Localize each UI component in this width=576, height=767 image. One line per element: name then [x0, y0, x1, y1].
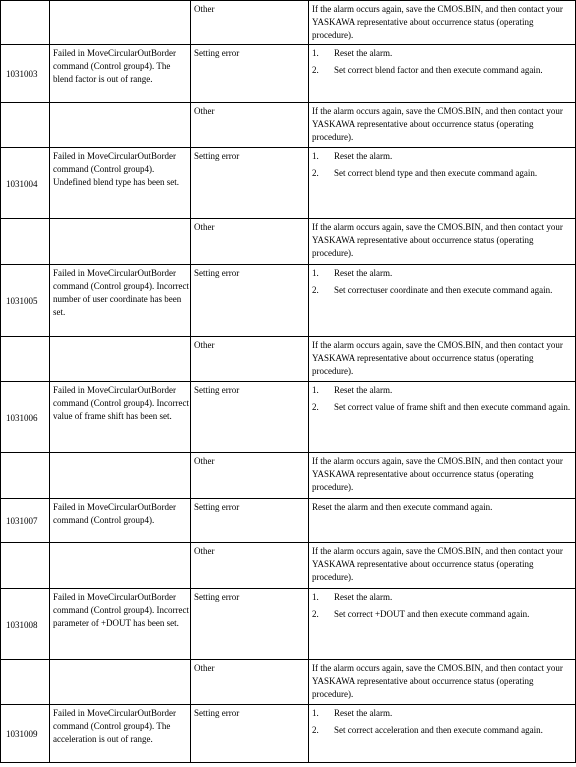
remedy-cell [309, 45, 576, 103]
step-text: Reset the alarm. [334, 385, 393, 395]
alarm-code-cell [1, 337, 50, 382]
step-number: 2. [312, 725, 319, 735]
remedy-cell: If the alarm occurs again, save the CMOS.BIN, and then contact your YASKAWA representative about occurrence status (operating procedure). [309, 453, 576, 499]
remedy-cell [309, 382, 576, 453]
alarm-table-body [1, 1, 576, 763]
alarm-code-cell: 1031005 [1, 265, 50, 337]
remedy-steps [312, 47, 572, 77]
alarm-code-cell: 1031009 [1, 705, 50, 763]
step-text: Reset the alarm. [334, 592, 393, 602]
alarm-message-cell: Failed in MoveCircularOutBorder command (Control group4). [50, 499, 191, 543]
cause-cell: Setting error [191, 45, 309, 103]
alarm-message-cell: Failed in MoveCircularOutBorder command (Control group4). The acceleration is out of range. [50, 705, 191, 763]
step-number: 1. [312, 708, 319, 718]
step-number: 1. [312, 592, 319, 602]
remedy-cell: If the alarm occurs again, save the CMOS.BIN, and then contact your YASKAWA representative about occurrence status (operating procedure). [309, 103, 576, 148]
remedy-cell: If the alarm occurs again, save the CMOS.BIN, and then contact your YASKAWA representative about occurrence status (operating procedure). [309, 219, 576, 265]
alarm-code-cell: 1031007 [1, 499, 50, 543]
alarm-message-cell [50, 543, 191, 589]
remedy-steps [312, 267, 572, 297]
step-text: Set correct blend type and then execute command again. [334, 168, 538, 178]
remedy-step [312, 724, 572, 737]
alarm-message-cell [50, 103, 191, 148]
table-row [1, 219, 576, 265]
step-text: Reset the alarm. [334, 151, 393, 161]
alarm-code-cell: 1031006 [1, 382, 50, 453]
step-number: 2. [312, 65, 319, 75]
step-text: Set correctuser coordinate and then execute command again. [334, 285, 553, 295]
remedy-cell: If the alarm occurs again, save the CMOS.BIN, and then contact your YASKAWA representative about occurrence status (operating procedure). [309, 660, 576, 705]
cause-cell: Setting error [191, 382, 309, 453]
remedy-cell: Reset the alarm and then execute command again. [309, 499, 576, 543]
step-text: Set correct value of frame shift and then execute command again. [334, 402, 571, 412]
alarm-message-cell: Failed in MoveCircularOutBorder command (Control group4). The blend factor is out of range. [50, 45, 191, 103]
remedy-cell: If the alarm occurs again, save the CMOS.BIN, and then contact your YASKAWA representative about occurrence status (operating procedure). [309, 337, 576, 382]
table-row [1, 705, 576, 763]
table-row [1, 499, 576, 543]
step-number: 2. [312, 402, 319, 412]
table-row [1, 382, 576, 453]
table-row [1, 45, 576, 103]
cause-cell: Other [191, 337, 309, 382]
table-row [1, 265, 576, 337]
remedy-cell [309, 705, 576, 763]
remedy-cell [309, 265, 576, 337]
remedy-cell [309, 589, 576, 660]
cause-cell: Other [191, 1, 309, 45]
remedy-step [312, 64, 572, 77]
cause-cell: Setting error [191, 705, 309, 763]
step-text: Set correct blend factor and then execute command again. [334, 65, 543, 75]
alarm-message-cell [50, 453, 191, 499]
cause-cell: Setting error [191, 265, 309, 337]
remedy-steps [312, 150, 572, 180]
step-number: 1. [312, 385, 319, 395]
alarm-message-cell [50, 337, 191, 382]
remedy-cell: If the alarm occurs again, save the CMOS.BIN, and then contact your YASKAWA representative about occurrence status (operating procedure). [309, 543, 576, 589]
remedy-step [312, 284, 572, 297]
alarm-message-cell [50, 660, 191, 705]
remedy-step [312, 608, 572, 621]
step-number: 1. [312, 268, 319, 278]
alarm-code-cell: 1031004 [1, 148, 50, 219]
alarm-code-cell [1, 219, 50, 265]
alarm-code-cell: 1031008 [1, 589, 50, 660]
alarm-message-cell: Failed in MoveCircularOutBorder command (Control group4). Incorrect parameter of +DOUT has been set. [50, 589, 191, 660]
remedy-steps [312, 591, 572, 621]
step-text: Set correct acceleration and then execute command again. [334, 725, 543, 735]
remedy-cell [309, 148, 576, 219]
alarm-code-cell [1, 103, 50, 148]
step-number: 2. [312, 609, 319, 619]
table-row [1, 543, 576, 589]
alarm-code-cell: 1031003 [1, 45, 50, 103]
remedy-step [312, 591, 572, 604]
remedy-steps [312, 384, 572, 414]
step-number: 1. [312, 48, 319, 58]
cause-cell: Other [191, 660, 309, 705]
remedy-step [312, 167, 572, 180]
remedy-step [312, 47, 572, 60]
remedy-step [312, 401, 572, 414]
cause-cell: Setting error [191, 499, 309, 543]
step-text: Set correct +DOUT and then execute command again. [334, 609, 530, 619]
alarm-message-cell: Failed in MoveCircularOutBorder command (Control group4). Incorrect number of user coordinate has been set. [50, 265, 191, 337]
alarm-message-cell [50, 219, 191, 265]
alarm-code-cell [1, 543, 50, 589]
table-row [1, 660, 576, 705]
table-row [1, 148, 576, 219]
alarm-code-cell [1, 660, 50, 705]
cause-cell: Setting error [191, 589, 309, 660]
table-row [1, 453, 576, 499]
alarm-code-cell [1, 453, 50, 499]
table-row [1, 589, 576, 660]
step-text: Reset the alarm. [334, 708, 393, 718]
table-row [1, 103, 576, 148]
step-text: Reset the alarm. [334, 268, 393, 278]
step-number: 2. [312, 168, 319, 178]
alarm-code-cell [1, 1, 50, 45]
remedy-cell: If the alarm occurs again, save the CMOS.BIN, and then contact your YASKAWA representative about occurrence status (operating procedure). [309, 1, 576, 45]
cause-cell: Other [191, 219, 309, 265]
step-number: 1. [312, 151, 319, 161]
cause-cell: Other [191, 543, 309, 589]
alarm-message-cell [50, 1, 191, 45]
remedy-step [312, 707, 572, 720]
remedy-steps [312, 707, 572, 737]
cause-cell: Other [191, 103, 309, 148]
step-text: Reset the alarm. [334, 48, 393, 58]
remedy-step [312, 384, 572, 397]
remedy-step [312, 267, 572, 280]
cause-cell: Other [191, 453, 309, 499]
table-row [1, 1, 576, 45]
cause-cell: Setting error [191, 148, 309, 219]
remedy-step [312, 150, 572, 163]
alarm-message-cell: Failed in MoveCircularOutBorder command (Control group4). Incorrect value of frame shift has been set. [50, 382, 191, 453]
alarm-message-cell: Failed in MoveCircularOutBorder command (Control group4). Undefined blend type has been set. [50, 148, 191, 219]
table-row [1, 337, 576, 382]
step-number: 2. [312, 285, 319, 295]
